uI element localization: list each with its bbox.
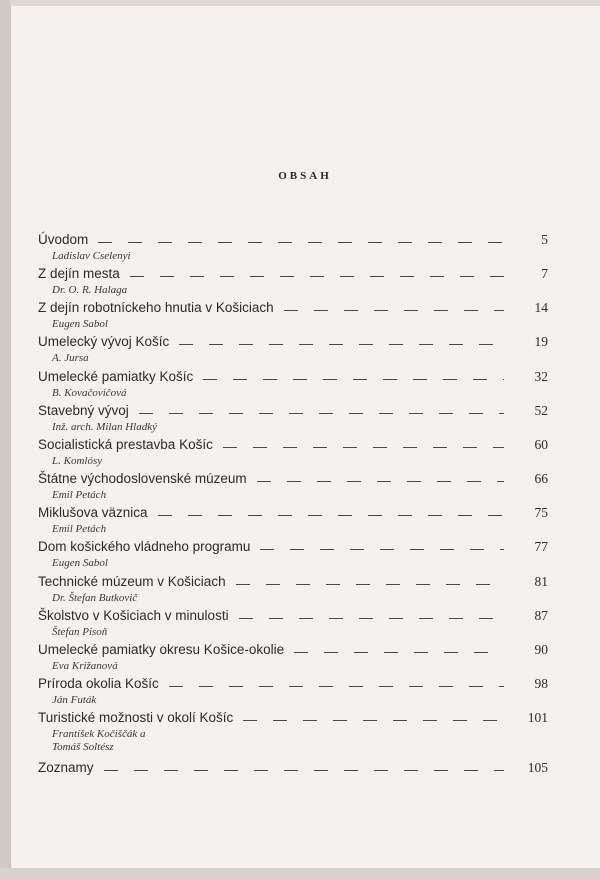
toc-entry-row [38,760,548,778]
toc-entry-author: Dr. Štefan Butkovič [52,592,138,604]
toc-entry [38,471,548,502]
toc-entry-title: Turistické možnosti v okolí Košíc [38,710,234,725]
toc-page-number: 101 [527,710,548,725]
toc-entry [38,539,548,570]
dash-leader [203,379,504,380]
toc-entry [38,437,548,468]
toc-entry-title: Socialistická prestavba Košíc [38,437,213,452]
toc-entry-title: Dom košického vládneho programu [38,539,251,554]
toc-entry [38,710,548,754]
toc-page-number: 81 [534,574,548,589]
toc-entry-row [38,369,548,387]
toc-entry-row [38,642,548,660]
toc-entry-title: Príroda okolia Košíc [38,676,159,691]
document-page [10,6,600,870]
toc-entry-author: Tomáš Soltész [52,741,114,753]
dash-leader [169,686,504,687]
toc-entry-title: Umelecké pamiatky okresu Košice-okolie [38,642,285,657]
dash-leader [284,310,504,311]
toc-page-number: 32 [534,369,548,384]
toc-entry [38,403,548,434]
toc-entry-author: Emil Petách [52,489,107,501]
toc-entry-author: Ján Futák [52,694,97,706]
dash-leader [257,481,504,482]
toc-page-number: 52 [534,403,548,418]
toc-entry-author: František Kočiščák a [52,728,146,740]
toc-page-number: 14 [534,300,548,315]
page-edge [0,0,10,879]
dash-leader [130,276,504,277]
toc-entry-author: Eva Križanová [52,660,118,672]
toc-page-number: 5 [541,232,548,247]
toc-page-number: 87 [534,608,548,623]
toc-page-number: 7 [541,266,548,281]
toc-entry-row [38,300,548,318]
toc-entry-author: Dr. O. R. Halaga [52,284,128,296]
toc-entry [38,300,548,331]
toc-entry-author: A. Jursa [52,352,89,364]
toc-entry-row [38,710,548,728]
toc-entry [38,505,548,536]
page-title: OBSAH [278,170,332,182]
toc-entry-title: Štátne východoslovenské múzeum [38,471,247,486]
toc-page-number: 98 [534,676,548,691]
toc-entry-title: Umelecké pamiatky Košíc [38,369,194,384]
toc-entry [38,608,548,639]
toc-entry-author: Eugen Sabol [52,557,108,569]
page-bottom-edge [0,868,600,879]
toc-entry-row [38,505,548,523]
toc-entry-row [38,403,548,421]
toc-page-number: 66 [534,471,548,486]
toc-entry [38,232,548,263]
toc-entry-row [38,608,548,626]
toc-entry-author: Štefan Pisoň [52,626,108,638]
toc-entry-row [38,232,548,250]
toc-entry [38,760,548,778]
toc-entry-row [38,676,548,694]
toc-entry-author: Emil Petách [52,523,107,535]
toc-entry-row [38,574,548,592]
dash-leader [243,720,504,721]
toc-entry-title: Z dejín robotníckeho hnutia v Košiciach [38,300,274,315]
toc-entry-title: Technické múzeum v Košiciach [38,574,226,589]
toc-page-number: 77 [534,539,548,554]
toc-page-number: 19 [534,334,548,349]
toc-entry-row [38,539,548,557]
toc-page-number: 105 [527,760,548,775]
toc-entry-author: B. Kovačovičová [52,387,127,399]
toc-entry-row [38,334,548,352]
dash-leader [158,515,504,516]
dash-leader [239,618,504,619]
dash-leader [98,242,504,243]
toc-page-number: 90 [534,642,548,657]
toc-entry [38,369,548,400]
toc-page-number: 60 [534,437,548,452]
dash-leader [260,549,504,550]
toc-entry-author: Ladislav Cselenyi [52,250,131,262]
dash-leader [179,344,504,345]
toc-entry-row [38,471,548,489]
toc-entry-title: Úvodom [38,232,89,247]
toc-entry [38,266,548,297]
toc-entry [38,642,548,673]
dash-leader [223,447,504,448]
dash-leader [104,770,504,771]
toc-entry [38,334,548,365]
dash-leader [139,413,504,414]
toc-entry-title: Z dejín mesta [38,266,120,281]
toc-entry-title: Školstvo v Košiciach v minulosti [38,608,229,623]
toc-entry-title: Stavebný vývoj [38,403,129,418]
toc-entry-row [38,266,548,284]
dash-leader [236,584,504,585]
toc-entry [38,676,548,707]
toc-entry-title: Umelecký vývoj Košíc [38,334,170,349]
toc-entry-author: L. Komlósy [52,455,103,467]
toc-entry [38,574,548,605]
toc-page-number: 75 [534,505,548,520]
toc-entry-row [38,437,548,455]
dash-leader [294,652,504,653]
table-of-contents [38,232,548,792]
toc-entry-author: Inž. arch. Milan Hladký [52,421,157,433]
toc-entry-title: Zoznamy [38,760,94,775]
toc-entry-title: Miklušova väznica [38,505,148,520]
toc-entry-author: Eugen Sabol [52,318,108,330]
